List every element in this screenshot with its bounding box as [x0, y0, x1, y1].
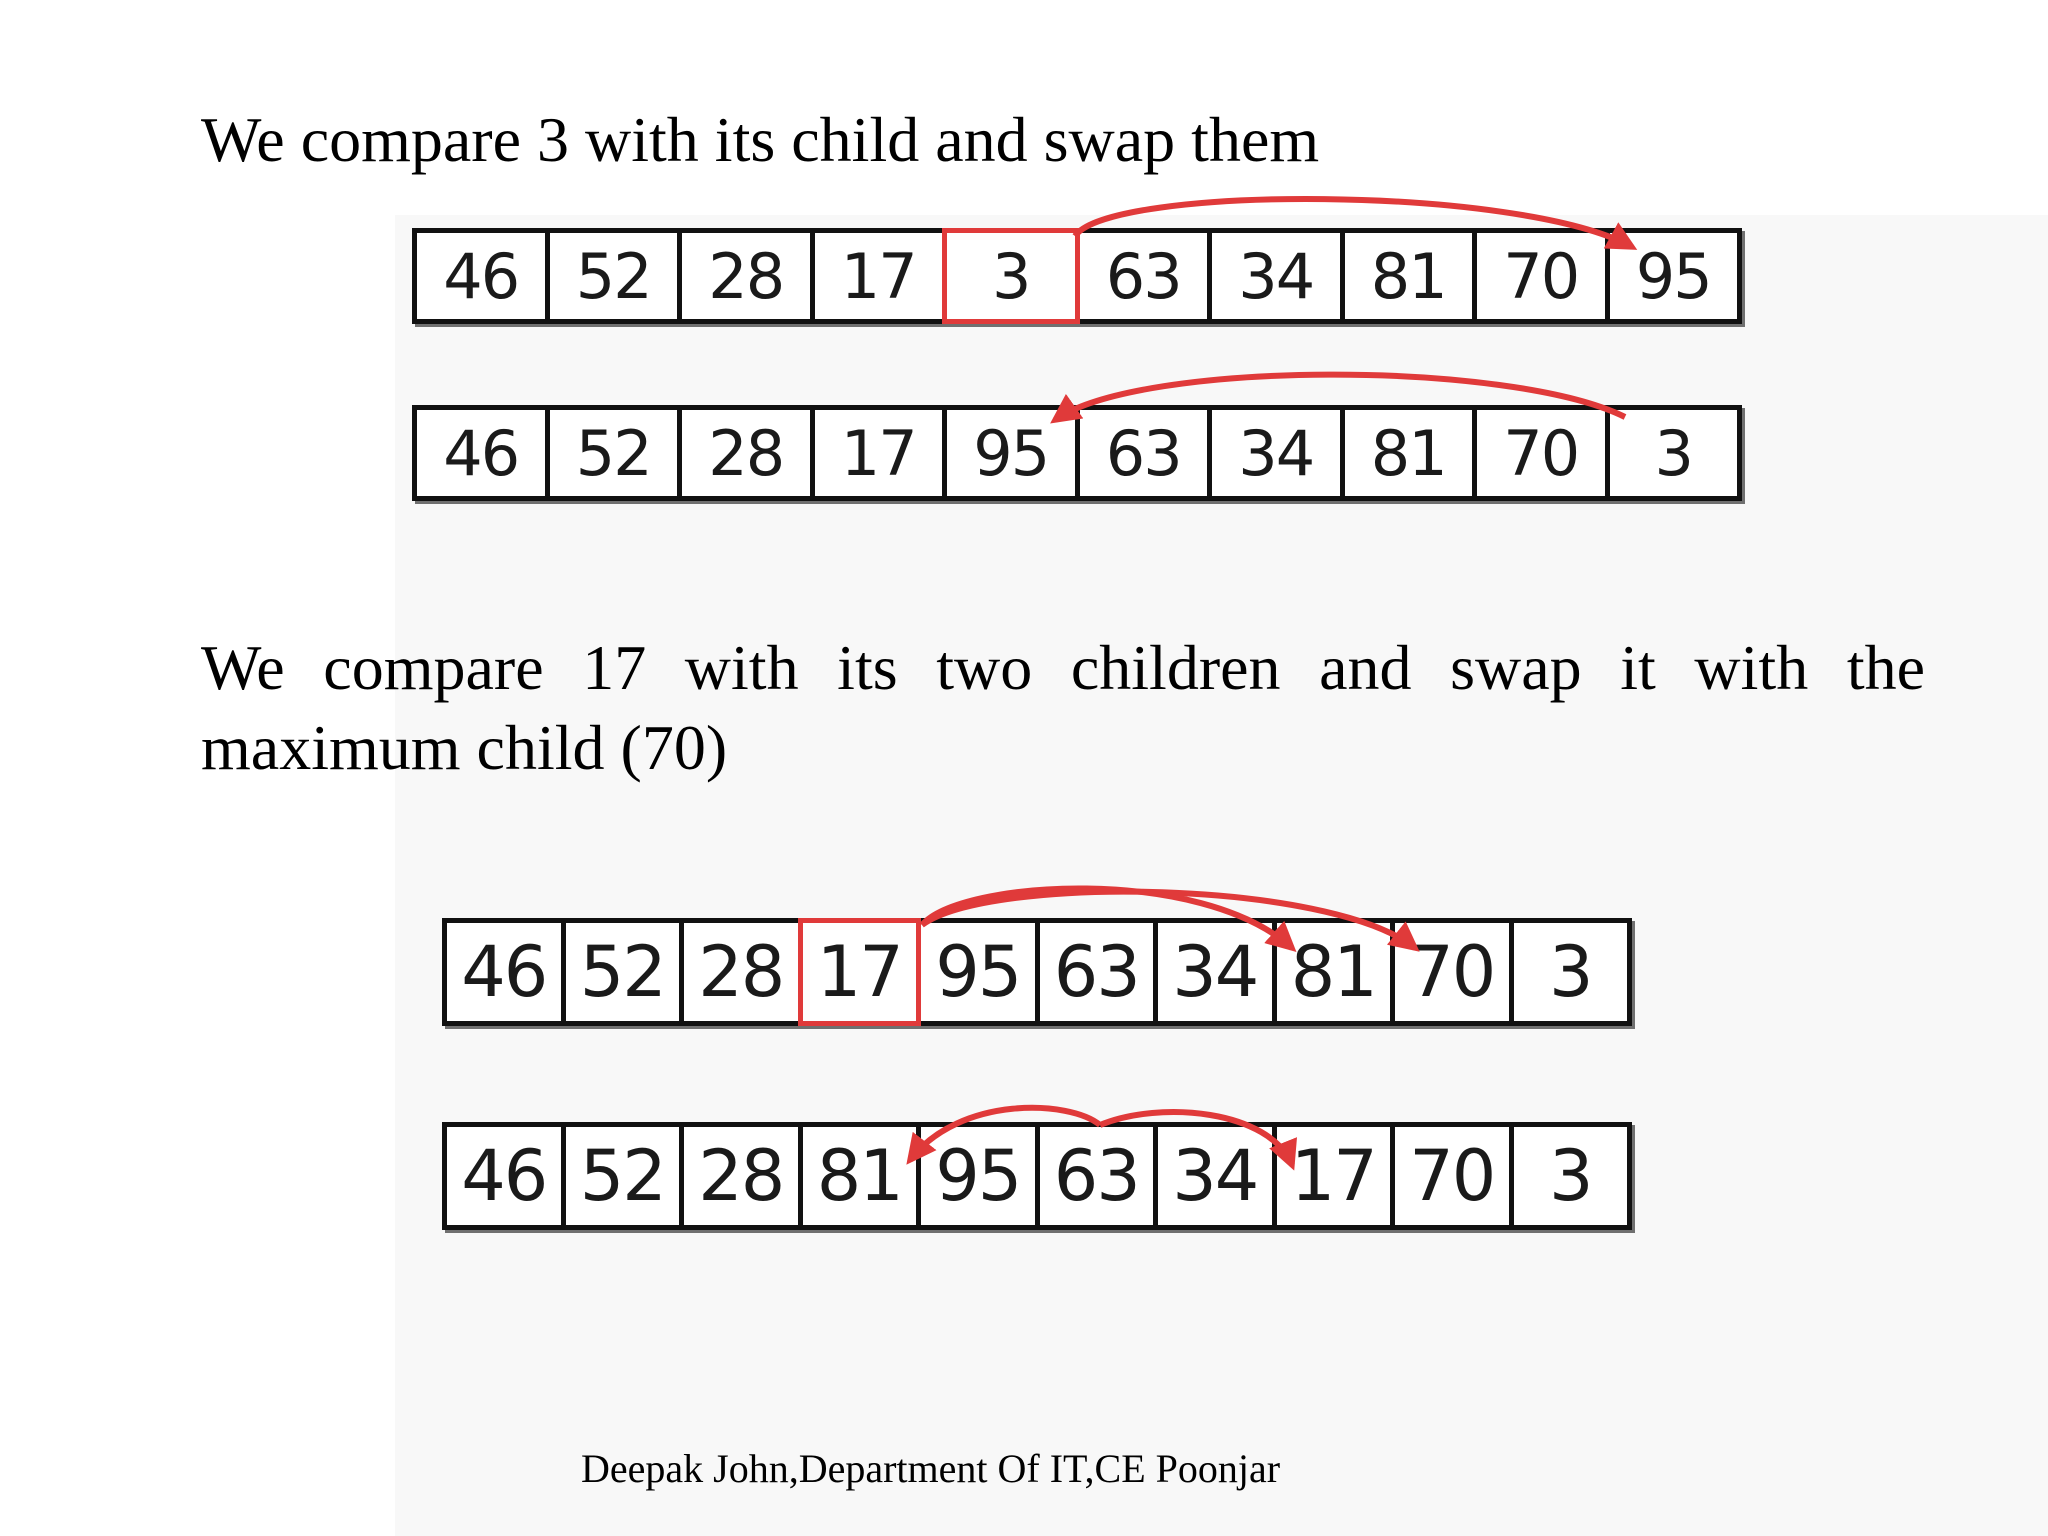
array-cell: 17 [815, 233, 948, 319]
array-row-step1-after [412, 405, 1742, 501]
array-cell: 81 [1277, 923, 1396, 1021]
array-cell: 95 [1635, 239, 1711, 313]
array-cell: 34 [1212, 233, 1345, 319]
array-cell: 46 [447, 923, 566, 1021]
step2-caption-line1: We compare 17 with its two children and swap it with the [201, 632, 1925, 703]
array-cell: 46 [447, 1127, 566, 1225]
array-cell: 63 [1080, 233, 1213, 319]
array-cell: 17 [1277, 1127, 1396, 1225]
array-row-step2-before [442, 918, 1632, 1026]
array-cell: 70 [1395, 1127, 1514, 1225]
array-cell: 28 [684, 923, 803, 1021]
array-cell: 81 [1345, 410, 1478, 496]
array-cell: 95 [921, 923, 1040, 1021]
step2-caption [201, 628, 1925, 788]
array-cell: 52 [566, 923, 685, 1021]
array-cell: 63 [1080, 410, 1213, 496]
array-row-step2-after [442, 1122, 1632, 1230]
array-cell: 63 [1040, 1127, 1159, 1225]
array-cell: 46 [417, 410, 550, 496]
step1-caption: We compare 3 with its child and swap them [201, 104, 1320, 175]
array-cell: 70 [1477, 410, 1610, 496]
array-cell: 81 [1345, 233, 1478, 319]
array-cell: 81 [803, 1127, 922, 1225]
array-cell: 52 [550, 410, 683, 496]
array-cell: 52 [566, 1127, 685, 1225]
array-cell: 52 [550, 233, 683, 319]
footer-credit: Deepak John,Department Of IT,CE Poonjar [581, 1446, 1281, 1491]
array-cell: 63 [1040, 923, 1159, 1021]
array-cell: 95 [947, 410, 1080, 496]
array-cell: 46 [417, 233, 550, 319]
array-cell: 28 [682, 410, 815, 496]
array-cell: 34 [1158, 1127, 1277, 1225]
array-row-step1-before [412, 228, 1742, 324]
step2-caption-line2: maximum child (70) [201, 712, 728, 783]
array-cell-highlighted: 3 [947, 233, 1080, 319]
array-cell: 3 [1654, 416, 1692, 490]
array-cell: 70 [1477, 233, 1610, 319]
array-cell: 95 [921, 1127, 1040, 1225]
array-cell: 28 [684, 1127, 803, 1225]
array-cell: 34 [1158, 923, 1277, 1021]
array-cell-highlighted: 17 [803, 923, 922, 1021]
array-cell: 3 [1548, 1135, 1592, 1217]
array-cell: 28 [682, 233, 815, 319]
array-cell: 17 [815, 410, 948, 496]
array-cell: 34 [1212, 410, 1345, 496]
array-cell: 70 [1395, 923, 1514, 1021]
array-cell: 3 [1548, 931, 1592, 1013]
